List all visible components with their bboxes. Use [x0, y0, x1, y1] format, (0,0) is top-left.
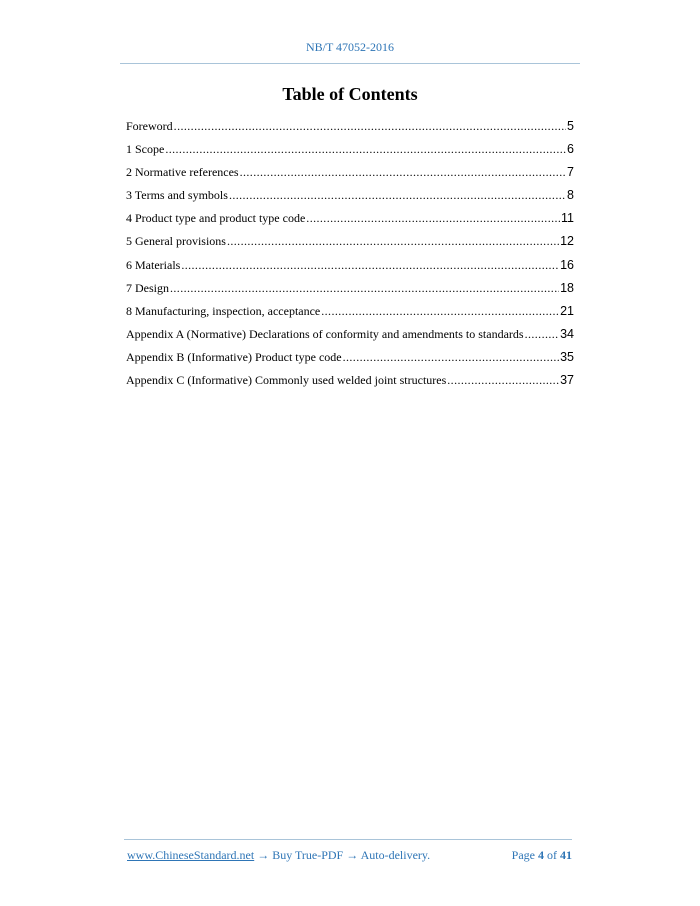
- toc-entry-label: 4 Product type and product type code: [126, 211, 306, 226]
- toc-dot-leader: [306, 210, 560, 227]
- toc-entry-terms-and-symbols[interactable]: [126, 187, 574, 210]
- toc-entry-scope[interactable]: [126, 141, 574, 164]
- toc-entry-page: 18: [560, 280, 574, 295]
- toc-entry-page: 8: [567, 188, 574, 203]
- toc-entry-appendix-a[interactable]: [126, 326, 574, 349]
- toc-dot-leader: [170, 280, 559, 297]
- toc-entry-page: 37: [560, 373, 574, 388]
- toc-entry-page: 5: [567, 119, 574, 133]
- toc-entry-design[interactable]: [126, 280, 574, 303]
- toc-entry-label: 7 Design: [126, 280, 169, 295]
- auto-delivery-text: Auto-delivery.: [360, 848, 431, 862]
- toc-dot-leader: [229, 187, 566, 204]
- toc-entry-general-provisions[interactable]: [126, 233, 574, 256]
- toc-entry-product-type[interactable]: [126, 210, 574, 233]
- current-page-number: 4: [538, 848, 544, 862]
- total-page-count: 41: [560, 848, 572, 862]
- toc-entry-materials[interactable]: [126, 257, 574, 280]
- page-number-indicator: [512, 848, 572, 863]
- toc-entry-page: 34: [560, 326, 574, 341]
- page-word: Page: [511, 848, 535, 862]
- toc-entry-manufacturing[interactable]: [126, 303, 574, 326]
- toc-dot-leader: [227, 233, 559, 250]
- toc-dot-leader: [321, 303, 559, 320]
- toc-list: [126, 118, 574, 395]
- toc-dot-leader: [240, 164, 566, 181]
- toc-entry-foreword[interactable]: [126, 118, 574, 141]
- toc-entry-label: 2 Normative references: [126, 165, 239, 180]
- toc-dot-leader: [181, 257, 559, 274]
- toc-dot-leader: [165, 141, 566, 158]
- buy-pdf-text: Buy True-PDF: [272, 848, 344, 862]
- toc-entry-appendix-c[interactable]: [126, 372, 574, 395]
- toc-entry-label: Appendix C (Informative) Commonly used welded joint structures: [126, 373, 447, 388]
- toc-entry-label: 1 Scope: [126, 142, 165, 157]
- toc-entry-label: 6 Materials: [126, 257, 181, 272]
- footer-divider: [124, 839, 572, 840]
- toc-entry-label: Appendix A (Normative) Declarations of conformity and amendments to standards: [126, 326, 524, 341]
- footer-promo: [127, 848, 430, 863]
- toc-entry-page: 35: [560, 349, 574, 364]
- toc-dot-leader: [343, 349, 559, 366]
- toc-entry-page: 21: [560, 303, 574, 318]
- toc-entry-page: 11: [561, 211, 574, 226]
- arrow-right-icon: →: [257, 848, 270, 862]
- toc-entry-label: 8 Manufacturing, inspection, acceptance: [126, 303, 321, 318]
- toc-dot-leader: [174, 118, 566, 135]
- of-word: of: [547, 848, 557, 862]
- toc-entry-label: 3 Terms and symbols: [126, 188, 228, 203]
- toc-entry-page: 16: [560, 257, 574, 272]
- document-code-header: NB/T 47052-2016: [305, 40, 395, 54]
- header-divider: [120, 63, 580, 64]
- arrow-right-icon: →: [346, 848, 359, 862]
- toc-entry-label: Foreword: [126, 119, 173, 133]
- toc-title: Table of Contents: [282, 84, 418, 104]
- site-link[interactable]: www.ChineseStandard.net: [127, 848, 255, 862]
- toc-entry-page: 12: [560, 234, 574, 249]
- toc-dot-leader: [447, 372, 559, 389]
- toc-dot-leader: [525, 326, 560, 343]
- toc-entry-appendix-b[interactable]: [126, 349, 574, 372]
- toc-entry-page: 6: [567, 142, 574, 157]
- toc-entry-label: 5 General provisions: [126, 234, 226, 249]
- toc-entry-normative-references[interactable]: [126, 164, 574, 187]
- toc-entry-label: Appendix B (Informative) Product type code: [126, 349, 342, 364]
- toc-entry-page: 7: [567, 165, 574, 180]
